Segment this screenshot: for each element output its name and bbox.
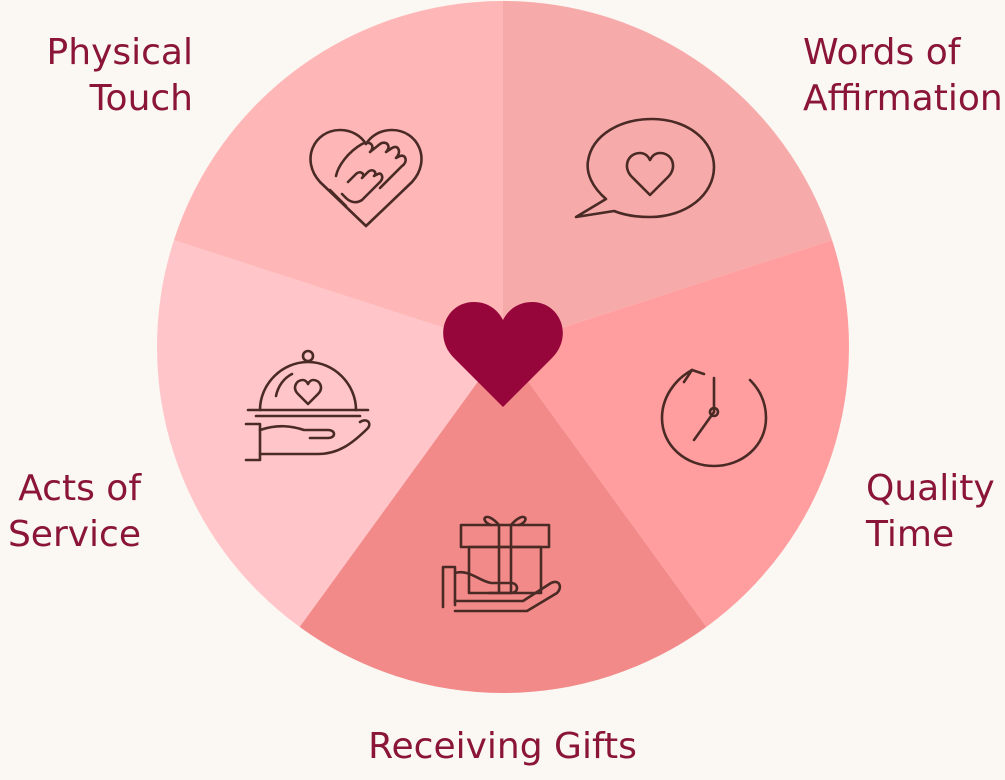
label-physical-touch xyxy=(47,30,193,122)
label-quality-line1: Quality xyxy=(866,468,995,509)
label-gifts-line1: Receiving Gifts xyxy=(368,726,637,767)
label-quality-line2: Time xyxy=(866,514,955,555)
label-physical-touch-line2: Touch xyxy=(89,78,193,119)
label-quality-time xyxy=(866,466,995,558)
label-words-line1: Words of xyxy=(803,32,961,73)
label-acts-line2: Service xyxy=(7,514,141,555)
label-physical-touch-line1: Physical xyxy=(46,32,193,73)
label-receiving-gifts xyxy=(0,724,1005,770)
label-words-of-affirmation xyxy=(803,30,1003,122)
label-acts-line1: Acts of xyxy=(18,468,141,509)
label-words-line2: Affirmation xyxy=(803,78,1003,119)
label-acts-of-service xyxy=(8,466,141,558)
